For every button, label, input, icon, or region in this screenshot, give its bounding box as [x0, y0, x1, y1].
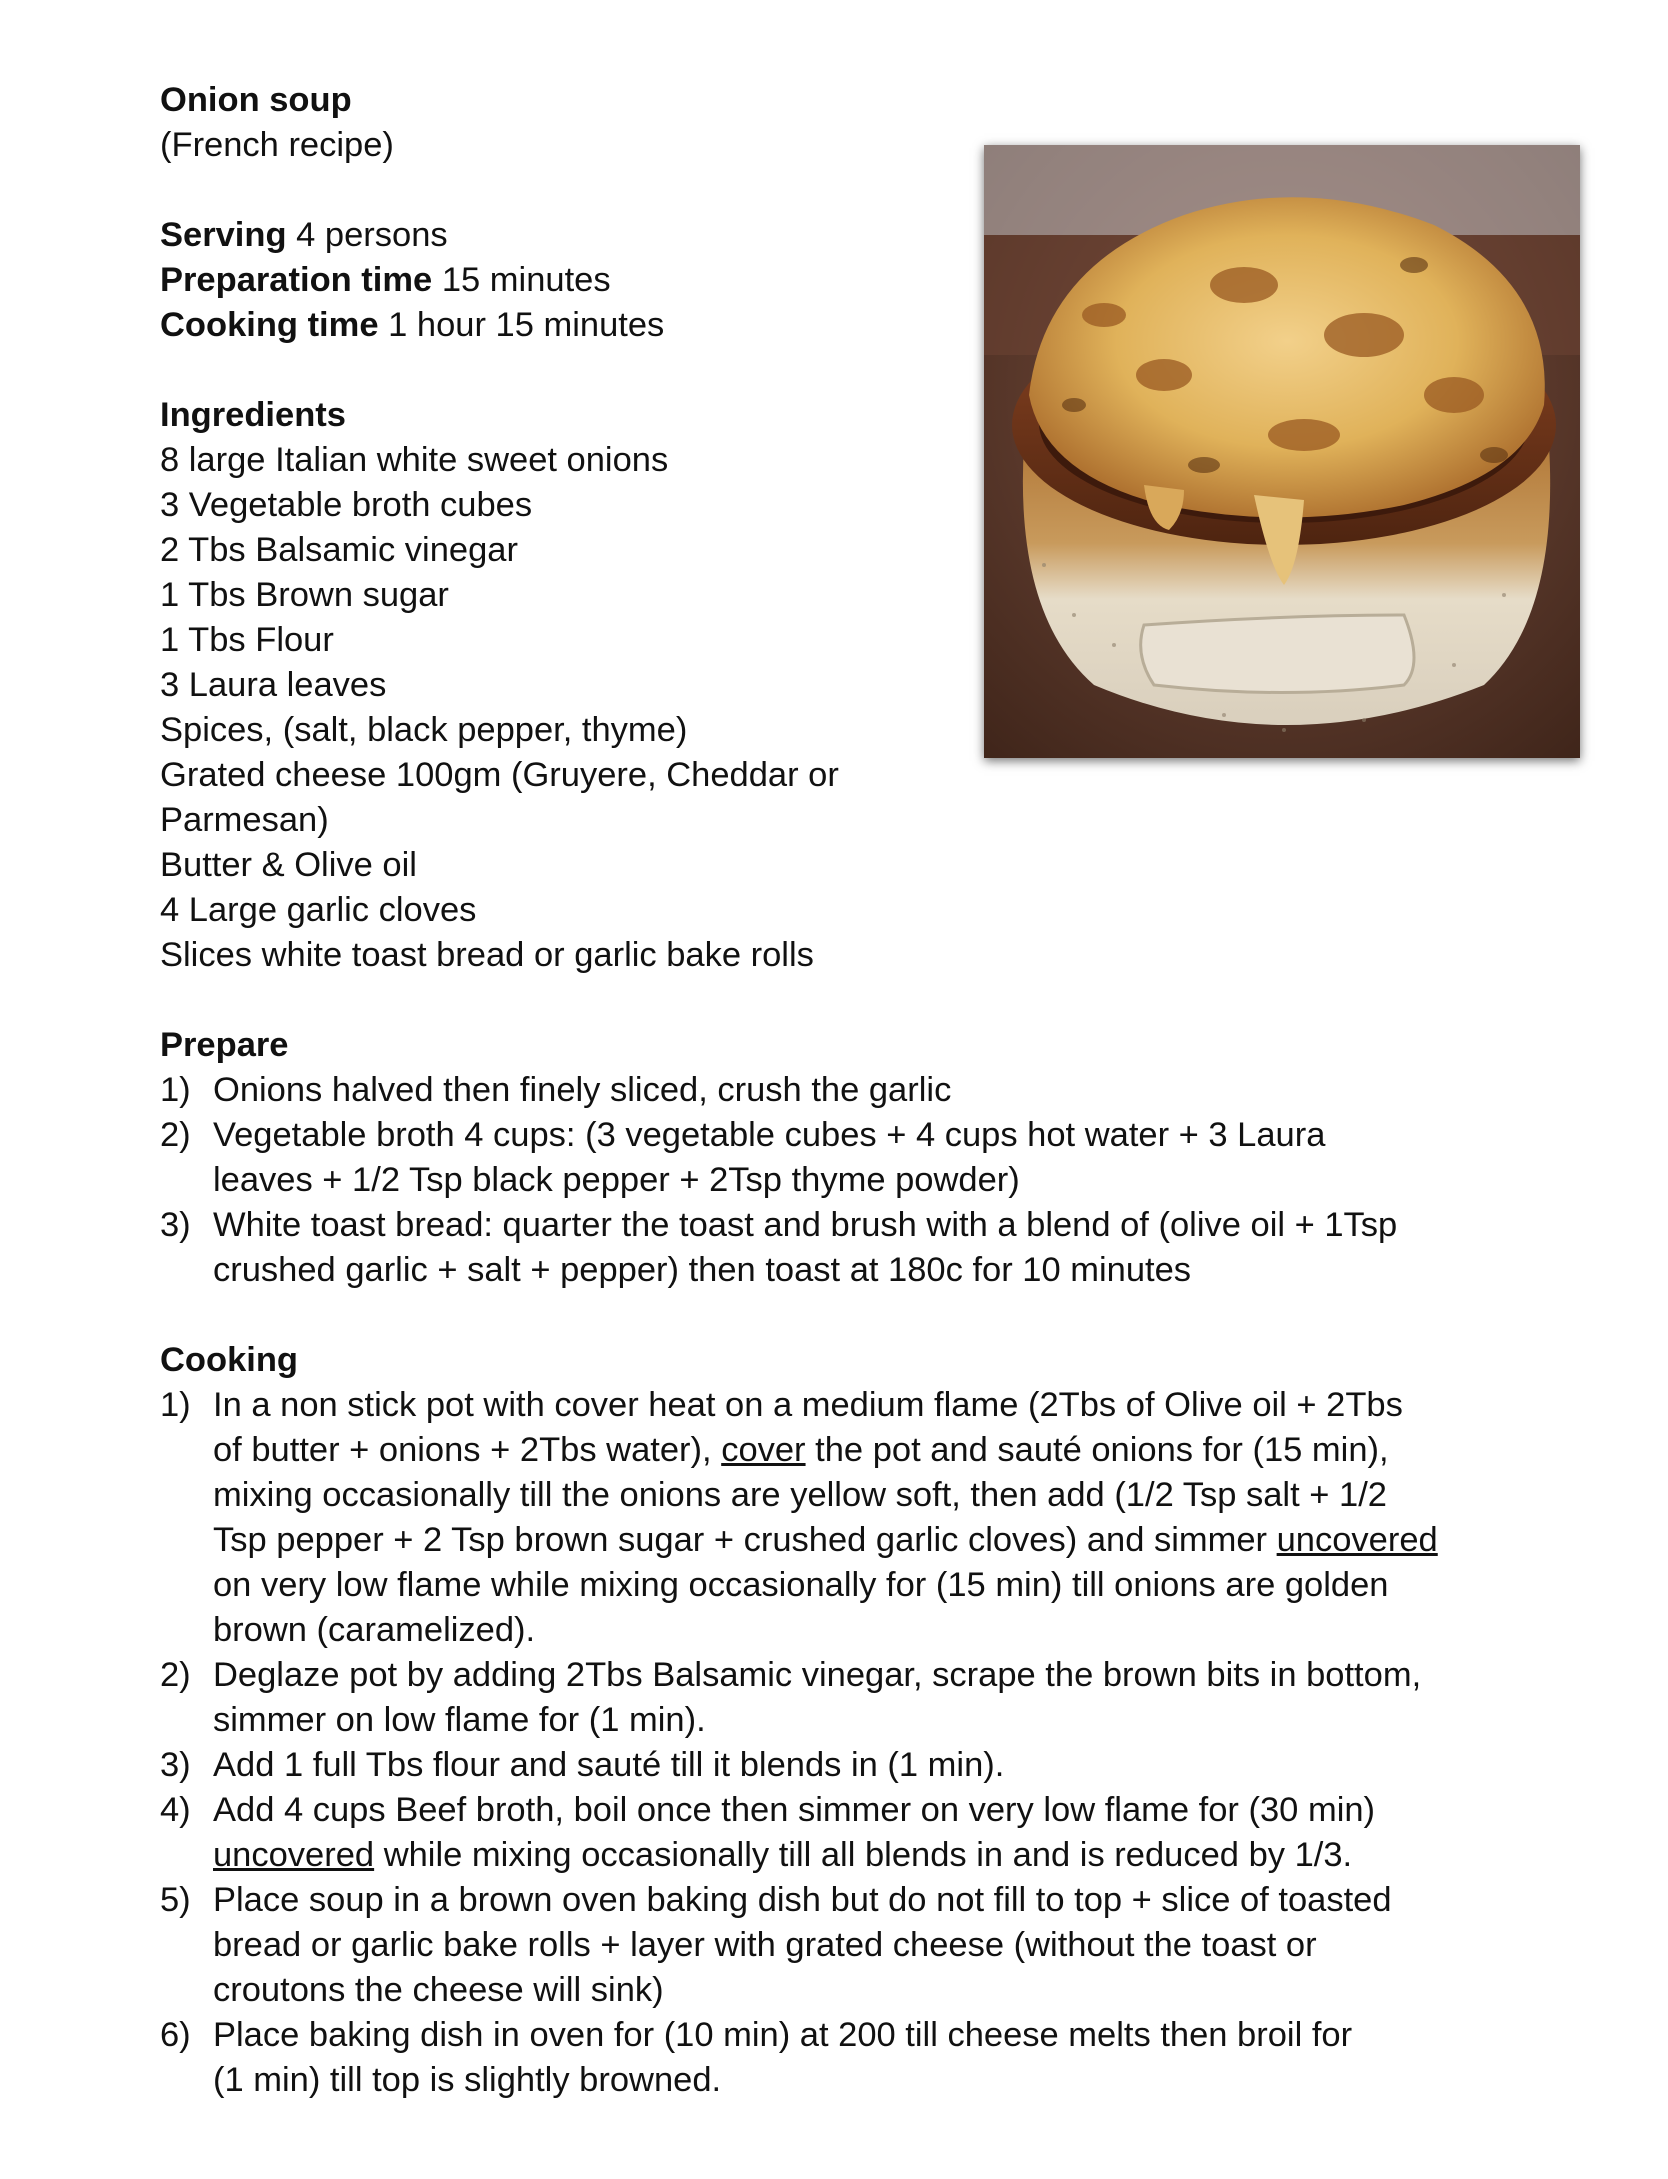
step-text — [213, 1428, 1668, 1473]
cooking-step — [160, 1383, 1668, 1653]
ingredient-item: 1 Tbs Flour — [160, 621, 334, 659]
meta-value: 4 persons — [296, 216, 448, 254]
step-text: Add 4 cups Beef broth, boil once then simmer on very low flame for (30 min) — [213, 1791, 1376, 1829]
cooking-step — [160, 1743, 1668, 1788]
onion-soup-illustration — [984, 145, 1580, 758]
ingredient-item: 3 Vegetable broth cubes — [160, 486, 533, 524]
prepare-heading: Prepare — [160, 1026, 289, 1064]
step-text: Vegetable broth 4 cups: (3 vegetable cubes + 4 cups hot water + 3 Laura — [213, 1116, 1326, 1154]
step-number: 6) — [160, 2016, 191, 2054]
step-text: (1 min) till top is slightly browned. — [213, 2061, 722, 2099]
step-number: 3) — [160, 1206, 191, 1244]
cooking-step — [160, 1878, 1668, 2013]
cooking-steps — [160, 1383, 1540, 2103]
onion-soup-photo — [984, 145, 1580, 758]
meta-label: Serving — [160, 216, 287, 254]
step-text: In a non stick pot with cover heat on a medium flame (2Tbs of Olive oil + 2Tbs — [213, 1386, 1403, 1424]
step-number: 3) — [160, 1746, 191, 1784]
step-text: Add 1 full Tbs flour and sauté till it blends in (1 min). — [213, 1746, 1005, 1784]
prepare-step — [160, 1068, 1668, 1113]
step-text: simmer on low flame for (1 min). — [213, 1701, 706, 1739]
step-text: mixing occasionally till the onions are yellow soft, then add (1/2 Tsp salt + 1/2 — [213, 1476, 1387, 1514]
meta-value: 1 hour 15 minutes — [388, 306, 665, 344]
ingredient-item: Grated cheese 100gm (Gruyere, Cheddar or — [160, 756, 839, 794]
step-text: Onions halved then finely sliced, crush the garlic — [213, 1071, 952, 1109]
step-text-part: Tsp pepper + 2 Tsp brown sugar + crushed garlic cloves) and simmer — [213, 1521, 1277, 1559]
ingredient-item: 8 large Italian white sweet onions — [160, 441, 669, 479]
step-text — [213, 1518, 1668, 1563]
ingredient-item: Butter & Olive oil — [160, 846, 417, 884]
prepare-step — [160, 1113, 1668, 1203]
recipe-title: Onion soup — [160, 81, 352, 119]
step-text: bread or garlic bake rolls + layer with grated cheese (without the toast or — [213, 1926, 1317, 1964]
ingredient-item: 3 Laura leaves — [160, 666, 387, 704]
ingredient-item: 2 Tbs Balsamic vinegar — [160, 531, 518, 569]
ingredient-item: 1 Tbs Brown sugar — [160, 576, 449, 614]
step-text: Place baking dish in oven for (10 min) at 200 till cheese melts then broil for — [213, 2016, 1353, 2054]
step-text: Place soup in a brown oven baking dish but do not fill to top + slice of toasted — [213, 1881, 1392, 1919]
prepare-steps — [160, 1068, 1540, 1293]
step-text-part: while mixing occasionally till all blends in and is reduced by 1/3. — [374, 1836, 1353, 1874]
cooking-step — [160, 1653, 1668, 1743]
ingredient-item: Parmesan) — [160, 801, 329, 839]
step-text: White toast bread: quarter the toast and brush with a blend of (olive oil + 1Tsp — [213, 1206, 1398, 1244]
step-text: Deglaze pot by adding 2Tbs Balsamic vinegar, scrape the brown bits in bottom, — [213, 1656, 1422, 1694]
step-text: on very low flame while mixing occasionally for (15 min) till onions are golden — [213, 1566, 1389, 1604]
step-text: croutons the cheese will sink) — [213, 1971, 664, 2009]
ingredient-item: Spices, (salt, black pepper, thyme) — [160, 711, 688, 749]
ingredients-heading: Ingredients — [160, 396, 346, 434]
step-number: 1) — [160, 1071, 191, 1109]
step-number: 5) — [160, 1881, 191, 1919]
cooking-step — [160, 2013, 1668, 2103]
step-number: 4) — [160, 1791, 191, 1829]
step-text-part: the pot and sauté onions for (15 min), — [805, 1431, 1389, 1469]
step-text-part: of butter + onions + 2Tbs water), — [213, 1431, 722, 1469]
recipe-subtitle: (French recipe) — [160, 126, 394, 164]
underlined-word: cover — [721, 1431, 806, 1469]
cooking-step — [160, 1788, 1668, 1878]
underlined-word: uncovered — [1276, 1521, 1438, 1559]
ingredient-item: Slices white toast bread or garlic bake rolls — [160, 936, 814, 974]
step-number: 2) — [160, 1116, 191, 1154]
prepare-step — [160, 1203, 1668, 1293]
underlined-word: uncovered — [213, 1836, 375, 1874]
step-number: 2) — [160, 1656, 191, 1694]
step-number: 1) — [160, 1386, 191, 1424]
step-text: brown (caramelized). — [213, 1611, 536, 1649]
cooking-heading: Cooking — [160, 1341, 298, 1379]
ingredient-item: 4 Large garlic cloves — [160, 891, 477, 929]
meta-value: 15 minutes — [441, 261, 611, 299]
step-text: leaves + 1/2 Tsp black pepper + 2Tsp thyme powder) — [213, 1161, 1020, 1199]
step-text — [213, 1833, 1668, 1878]
meta-label: Cooking time — [160, 306, 379, 344]
step-text: crushed garlic + salt + pepper) then toast at 180c for 10 minutes — [213, 1251, 1192, 1289]
meta-label: Preparation time — [160, 261, 433, 299]
